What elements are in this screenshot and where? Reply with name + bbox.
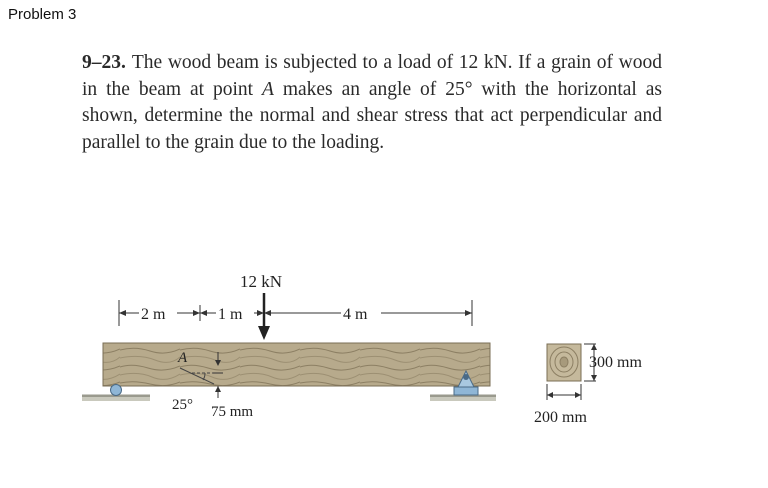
angle-label: 25°: [172, 397, 193, 413]
problem-point-label: A: [261, 78, 274, 100]
offset-label: 75 mm: [211, 404, 254, 420]
section-height-label: 300 mm: [589, 354, 642, 371]
page-label: Problem 3: [8, 6, 77, 23]
cross-section: [547, 344, 597, 400]
wood-beam: [103, 343, 490, 386]
problem-text-part2: makes an angle of 25° with the horizontal as shown, determine the normal and shear stress that act perpendicular and parallel to the grain due to the loading.: [82, 78, 662, 153]
load-label: 12 kN: [240, 272, 283, 291]
section-width-label: 200 mm: [534, 409, 587, 426]
dim-left-label: 2 m: [141, 306, 166, 323]
load-arrow: [258, 293, 270, 340]
dim-mid-label: 1 m: [218, 306, 243, 323]
point-a-label: A: [178, 350, 188, 366]
problem-text-part1: The wood beam is subjected to a load of 12 kN. If a grain of wood in the beam at point: [82, 52, 662, 100]
problem-number: 9–23.: [82, 52, 126, 73]
dimension-line: [119, 300, 472, 326]
dim-right-label: 4 m: [343, 306, 368, 323]
roller-support: [82, 385, 150, 402]
